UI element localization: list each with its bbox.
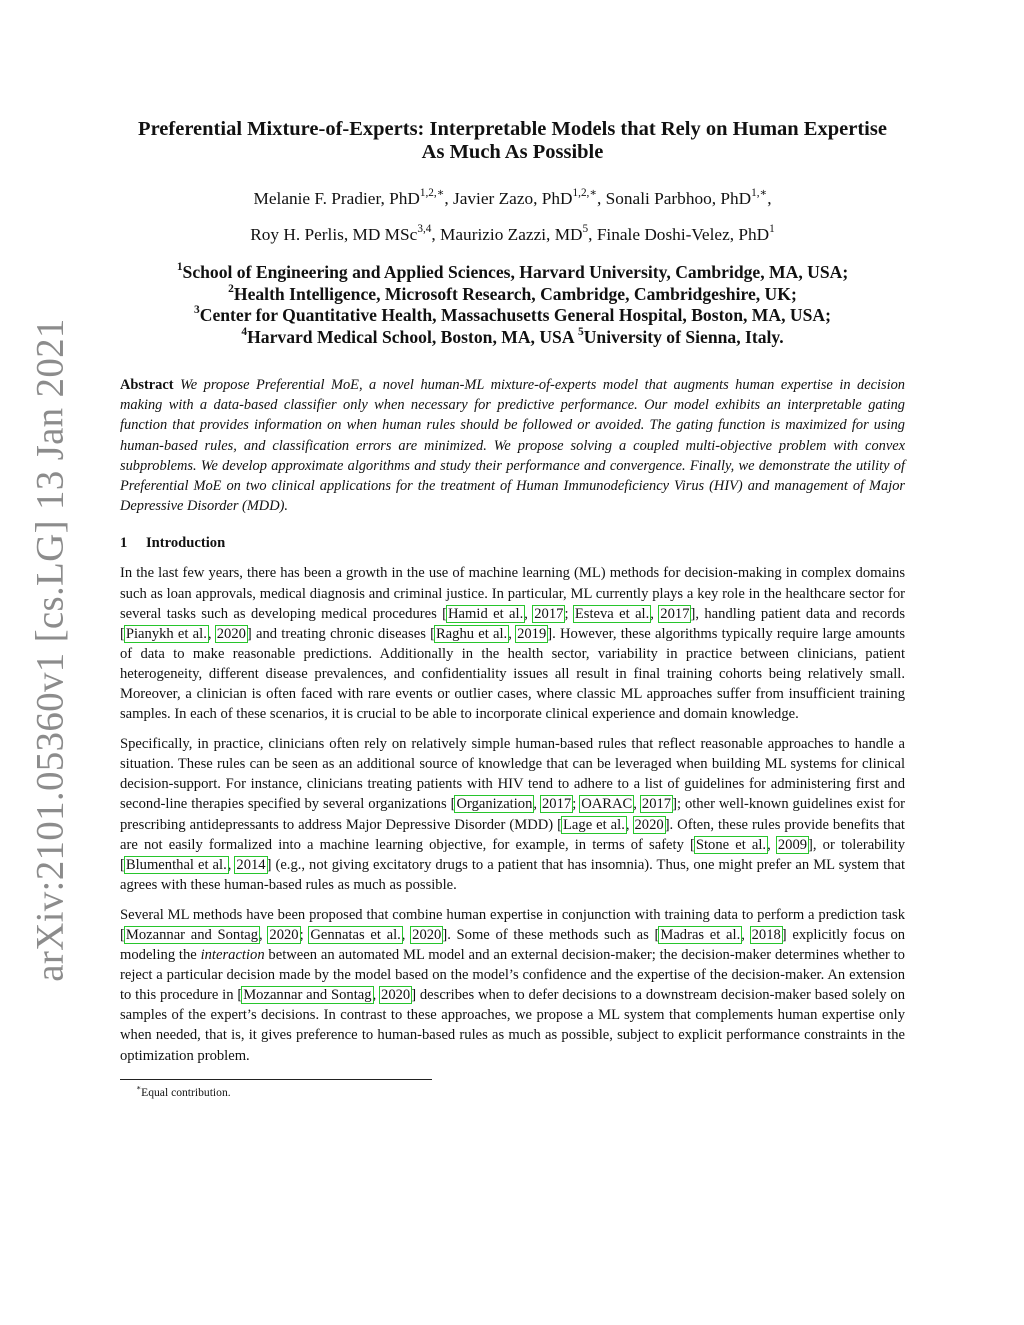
citation-link[interactable]: 2019 <box>517 625 547 642</box>
citation-link[interactable]: 2020 <box>216 625 246 642</box>
section-title: Introduction <box>146 535 226 552</box>
paper-title: Preferential Mixture-of-Experts: Interpretable Models that Rely on Human Expertise As Much As Possible <box>138 118 887 163</box>
affiliation-mark: 5 <box>577 325 584 338</box>
citation-link[interactable]: 2020 <box>269 927 299 944</box>
arxiv-identifier-stamp: arXiv:2101.05360v1 [cs.LG] 13 Jan 2021 <box>28 318 72 982</box>
affiliation-mark: 1 <box>176 261 183 273</box>
author-line-2 <box>120 224 905 246</box>
author-name: Javier Zazo, PhD <box>453 189 573 208</box>
citation-link[interactable]: Pianykh et al. <box>125 625 207 642</box>
citation-link[interactable]: Gennatas et al. <box>310 927 401 944</box>
body-paragraph: In the last few years, there has been a growth in the use of machine learning (ML) methods for decision-making in complex domains such as loan approvals, medical diagnosis and criminal justice. In particular, ML currently plays a key role in the healthcare sector for several tasks such as developing medical procedures [Hamid et al., 2017; Esteva et al., 2017], handling patient data and records [Pianykh et al., 2020] and treating chronic diseases [Raghu et al., 2019]. However, these algorithms typically require large amounts of data to make reasonable predictions. Additionally in the health sector, variability in practice between clinicians, patient heterogeneity, different disease prevalences, and confidentiality issues all result in final training cohorts being relatively small. Moreover, a clinician is often faced with rare events or outlier cases, where classic ML approaches suffer from insufficient training samples. In each of these scenarios, it is crucial to be able to incorporate clinical experience and domain knowledge. <box>120 565 906 723</box>
citation-link[interactable]: Madras et al. <box>660 927 741 944</box>
affiliation-line <box>120 327 905 349</box>
citation-link[interactable]: 2017 <box>534 605 564 622</box>
citation-link[interactable]: Organization <box>456 796 533 813</box>
citation-link[interactable]: Esteva et al. <box>574 605 650 622</box>
affiliation-mark: 2 <box>228 282 234 295</box>
footnote-mark: ∗ <box>136 1083 142 1093</box>
author-line-1 <box>120 188 905 210</box>
author-affiliation-mark: 5 <box>582 223 589 236</box>
body-paragraph: Several ML methods have been proposed that combine human expertise in conjunction with training data to perform a prediction task [Mozannar and Sontag, 2020; Gennatas et al., 2020]. Some of these methods such as [Madras et al., 2018] explicitly focus on modeling the interaction between an automated ML model and an external decision-maker; the decision-maker determines whether to reject a particular decision made by the model based on the model’s confidence and the expertise of the decision-maker. An extension to this procedure in [Mozannar and Sontag, 2020] describes when to defer decisions to a downstream decision-maker based solely on samples of the expert’s decisions. In contrast to these approaches, we propose a ML system that complements human expertise only when needed, that is, it gives preference to human-based rules as much as possible, subject to explicit performance constraints in the optimization problem. <box>120 906 906 1064</box>
citation-link[interactable]: 2017 <box>542 796 572 813</box>
citation-link[interactable]: 2020 <box>381 987 411 1004</box>
affiliation-line <box>120 305 905 327</box>
citation-link[interactable]: Mozannar and Sontag <box>125 927 259 944</box>
citation-link[interactable]: 2018 <box>751 927 781 944</box>
author-name: Roy H. Perlis, MD MSc <box>250 225 418 244</box>
citation-link[interactable]: 2017 <box>660 605 690 622</box>
author-name: Sonali Parbhoo, PhD <box>605 189 752 208</box>
introduction-body <box>120 563 905 1065</box>
affiliation-text: Health Intelligence, Microsoft Research, Cambridge, Cambridgeshire, UK; <box>233 283 797 304</box>
author-name: Maurizio Zazzi, MD <box>440 225 583 244</box>
author-list <box>120 188 905 246</box>
emphasis-text: interaction <box>200 947 265 964</box>
affiliation-text: School of Engineering and Applied Sciences, Harvard University, Cambridge, MA, USA; <box>182 262 849 282</box>
footnote-divider <box>120 1079 432 1080</box>
author-separator: , <box>444 189 454 208</box>
author-separator: , <box>767 189 772 208</box>
author-separator: , <box>597 189 606 208</box>
citation-link[interactable]: 2014 <box>236 856 266 873</box>
section-number: 1 <box>120 535 128 552</box>
abstract-text: We propose Preferential MoE, a novel human-ML mixture-of-experts model that augments human expertise in decision making with a data-based classifier only when necessary for predictive performance. Our model exhibits an interpretable gating function that provides information on when human rules should be followed or avoided. The gating function is maximized for using human-based rules, and classification errors are minimized. We propose solving a coupled multi-objective problem with convex subproblems. We develop approximate algorithms and study their performance and convergence. Finally, we demonstrate the utility of Preferential MoE on two clinical applications for the treatment of Human Immunodeficiency Virus (HIV) and management of Major Depressive Disorder (MDD). <box>120 377 905 515</box>
citation-link[interactable]: Blumenthal et al. <box>125 856 227 873</box>
section-heading-introduction <box>120 535 905 552</box>
footnote-text: Equal contribution. <box>141 1085 231 1099</box>
citation-link[interactable]: Raghu et al. <box>435 625 508 642</box>
citation-link[interactable]: Lage et al. <box>563 816 625 833</box>
body-paragraph: Specifically, in practice, clinicians often rely on relatively simple human-based rules that reflect reasonable approaches to handle a situation. These rules can be seen as an additional source of knowledge that can be leveraged when building ML systems for clinical decision-support. For instance, clinicians treating patients with HIV tend to adhere to a list of guidelines for administering first and second-line therapies specified by several organizations [Organization, 2017; OARAC, 2017]; other well-known guidelines exist for prescribing antidepressants to address Major Depressive Disorder (MDD) [Lage et al., 2020]. Often, these rules provide benefits that are not easily formalized into a machine learning objective, for example, in terms of safety [Stone et al., 2009], or tolerability [Blumenthal et al., 2014] (e.g., not giving excitatory drugs to a patient that has insomnia). Thus, one might prefer an ML system that agrees with these human-based rules as much as possible. <box>120 736 906 893</box>
author-separator: , <box>431 225 441 244</box>
author-name: Melanie F. Pradier, PhD <box>253 189 420 208</box>
citation-link[interactable]: Stone et al. <box>695 836 767 853</box>
affiliation-text: Harvard Medical School, Boston, MA, USA <box>247 326 578 347</box>
author-affiliation-mark: 3,4 <box>417 223 432 236</box>
affiliation-text: University of Sienna, Italy. <box>583 326 784 347</box>
author-affiliation-mark: 1 <box>769 223 775 236</box>
citation-link[interactable]: 2020 <box>412 927 442 944</box>
citation-link[interactable]: Hamid et al. <box>448 605 524 622</box>
affiliations <box>120 262 905 348</box>
affiliation-mark: 3 <box>194 304 200 316</box>
author-affiliation-mark: 1,2,∗ <box>572 187 598 200</box>
citation-link[interactable]: Mozannar and Sontag <box>243 987 372 1004</box>
citation-link[interactable]: OARAC <box>581 796 633 813</box>
affiliation-mark: 4 <box>241 325 248 338</box>
author-affiliation-mark: 1,∗ <box>751 187 768 200</box>
affiliation-line <box>120 284 905 306</box>
affiliation-line <box>120 262 905 284</box>
author-affiliation-mark: 1,2,∗ <box>419 187 445 200</box>
abstract <box>120 375 905 516</box>
abstract-label: Abstract <box>120 377 174 393</box>
footnote <box>120 1083 905 1099</box>
paper-page <box>120 118 905 1099</box>
author-separator: , <box>588 225 597 244</box>
citation-link[interactable]: 2017 <box>641 796 672 813</box>
citation-link[interactable]: 2020 <box>634 816 664 833</box>
citation-link[interactable]: 2009 <box>777 836 808 853</box>
author-name: Finale Doshi-Velez, PhD <box>596 225 770 244</box>
affiliation-text: Center for Quantitative Health, Massachusetts General Hospital, Boston, MA, USA; <box>199 305 831 325</box>
